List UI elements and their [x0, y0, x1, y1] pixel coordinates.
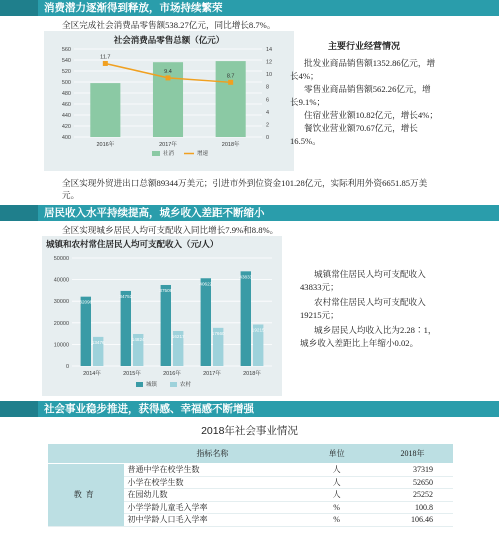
y-tick-label: 460 — [61, 102, 71, 108]
industry-panel — [290, 40, 438, 148]
legend-label: 农村 — [180, 382, 192, 388]
growth-point — [103, 61, 108, 66]
data-label: 37509 — [159, 287, 173, 293]
retail-sales-chart — [44, 31, 294, 171]
y-tick-label: 400 — [61, 135, 71, 141]
bar-urban — [121, 291, 131, 366]
y-tick-label: 10000 — [53, 342, 69, 349]
section-title: 居民收入水平持续提高，城乡收入差距不断缩小 — [44, 207, 265, 219]
industry-panel-title: 主要行业经营情况 — [327, 41, 400, 51]
x-tick-label: 2018年 — [243, 371, 261, 377]
legend-label: 城镇 — [146, 382, 158, 388]
y2-tick-label: 14 — [266, 47, 273, 53]
bar-urban — [81, 297, 91, 366]
income-intro: 全区实现城乡居民人均可支配收入同比增长7.9%和8.8%。 — [62, 225, 279, 235]
indicator-value: 52650 — [372, 476, 453, 489]
data-label: 40622 — [199, 281, 213, 287]
y-tick-label: 50000 — [53, 256, 69, 262]
header-indicator: 指标名称 — [124, 444, 302, 464]
table-header-row — [48, 444, 453, 464]
legend-label: 社消 — [163, 151, 175, 157]
y-tick-label: 30000 — [53, 299, 69, 306]
indicator-name: 小学在校学生数 — [124, 476, 302, 489]
x-tick-label: 2015年 — [123, 371, 141, 377]
y2-tick-label: 12 — [266, 59, 273, 66]
y2-tick-label: 0 — [266, 135, 270, 141]
indicator-unit: % — [301, 514, 372, 527]
industry-line: 住宿业营业额10.82亿元，增长4%； — [304, 110, 438, 120]
indicator-value: 100.8 — [372, 501, 453, 514]
section-title: 社会事业稳步推进，获得感、幸福感不断增强 — [44, 403, 254, 415]
x-tick-label: 2014年 — [83, 371, 101, 377]
data-label: 13476 — [91, 339, 105, 345]
indicator-name: 普通中学在校学生数 — [124, 464, 302, 477]
legend-swatch — [152, 151, 160, 156]
y2-tick-label: 2 — [266, 122, 270, 129]
data-label: 9.4 — [164, 68, 172, 75]
y-tick-label: 560 — [61, 47, 71, 53]
chart-title: 城镇和农村常住居民人均可支配收入（元/人） — [46, 239, 219, 249]
indicator-unit: 人 — [301, 476, 372, 489]
banner-marker — [0, 401, 38, 417]
category-cell: 教育 — [48, 464, 124, 527]
x-tick-label: 2016年 — [96, 142, 115, 148]
header-unit: 单位 — [301, 444, 372, 464]
consumption-intro: 全区完成社会消费品零售额538.27亿元，同比增长8.7%。 — [62, 20, 276, 30]
bar-urban — [241, 271, 251, 366]
data-label: 17660 — [211, 330, 225, 336]
data-label: 34751 — [119, 293, 133, 299]
income-line: 城乡居民人均收入比为2.28∶1，城乡收入差距比上年缩小0.02。 — [300, 325, 437, 348]
y-tick-label: 440 — [61, 113, 71, 119]
header-blank — [48, 444, 124, 464]
y-tick-label: 540 — [61, 58, 71, 64]
table-title: 2018年社会事业情况 — [201, 425, 298, 437]
x-tick-label: 2018年 — [221, 142, 240, 148]
y-tick-label: 500 — [61, 80, 71, 86]
section-title: 消费潜力逐渐得到释放，市场持续繁荣 — [44, 2, 223, 14]
industry-line: 零售业商品销售额562.26亿元，增长9.1%； — [290, 84, 431, 107]
x-tick-label: 2017年 — [203, 371, 221, 377]
chart-title: 社会消费品零售总额（亿元） — [113, 35, 225, 45]
income-chart — [42, 236, 282, 396]
y2-tick-label: 4 — [266, 109, 270, 116]
y-tick-label: 520 — [61, 69, 71, 75]
indicator-name: 在园幼儿数 — [124, 489, 302, 502]
x-tick-label: 2016年 — [163, 371, 181, 377]
section-banner-consumption — [0, 0, 499, 16]
indicator-unit: 人 — [301, 464, 372, 477]
bar-urban — [201, 278, 211, 366]
header-year: 2018年 — [372, 444, 453, 464]
income-line: 农村常住居民人均可支配收入19215元； — [300, 297, 426, 320]
industry-line: 餐饮业营业额70.67亿元，增长16.5%。 — [290, 123, 418, 146]
indicator-value: 25252 — [372, 489, 453, 502]
data-label: 8.7 — [226, 73, 235, 80]
data-label: 43833 — [239, 274, 253, 280]
social-table — [48, 444, 453, 527]
growth-point — [166, 75, 171, 80]
banner-marker — [0, 0, 38, 16]
trade-text: 全区实现外贸进出口总额89344万美元；引进市外到位资金101.28亿元，实际利用外资6651.85万美元。 — [62, 178, 428, 200]
legend-swatch — [136, 382, 143, 387]
y-tick-label: 40000 — [53, 277, 69, 284]
y2-tick-label: 6 — [266, 97, 270, 104]
table-row — [48, 464, 453, 477]
section-banner-social — [0, 401, 499, 417]
income-panel — [300, 268, 440, 350]
data-label: 32096 — [79, 299, 93, 305]
data-label: 11.7 — [100, 54, 111, 61]
bar — [90, 83, 120, 137]
data-label: 14824 — [131, 336, 145, 342]
y2-tick-label: 8 — [266, 84, 270, 91]
indicator-unit: % — [301, 501, 372, 514]
y-tick-label: 420 — [61, 124, 71, 130]
x-tick-label: 2017年 — [159, 142, 177, 148]
section-banner-income — [0, 205, 499, 221]
y-tick-label: 20000 — [53, 320, 69, 327]
indicator-value: 37319 — [372, 464, 453, 477]
growth-point — [228, 80, 233, 85]
income-line: 城镇常住居民人均可支配收入43833元； — [300, 269, 426, 292]
y-tick-label: 0 — [65, 364, 69, 370]
indicator-value: 106.46 — [372, 514, 453, 527]
industry-line: 批发业商品销售额1352.86亿元，增长4%； — [290, 58, 436, 81]
legend-swatch — [170, 382, 177, 387]
legend-label: 增速 — [197, 151, 209, 157]
y2-tick-label: 10 — [266, 72, 273, 79]
y-tick-label: 480 — [61, 91, 71, 97]
indicator-name: 初中学龄人口毛入学率 — [124, 514, 302, 527]
data-label: 19215 — [251, 327, 265, 333]
indicator-name: 小学学龄儿童毛入学率 — [124, 501, 302, 514]
indicator-unit: 人 — [301, 489, 372, 502]
data-label: 16217 — [171, 333, 185, 339]
banner-marker — [0, 205, 38, 221]
bar-urban — [161, 285, 171, 366]
